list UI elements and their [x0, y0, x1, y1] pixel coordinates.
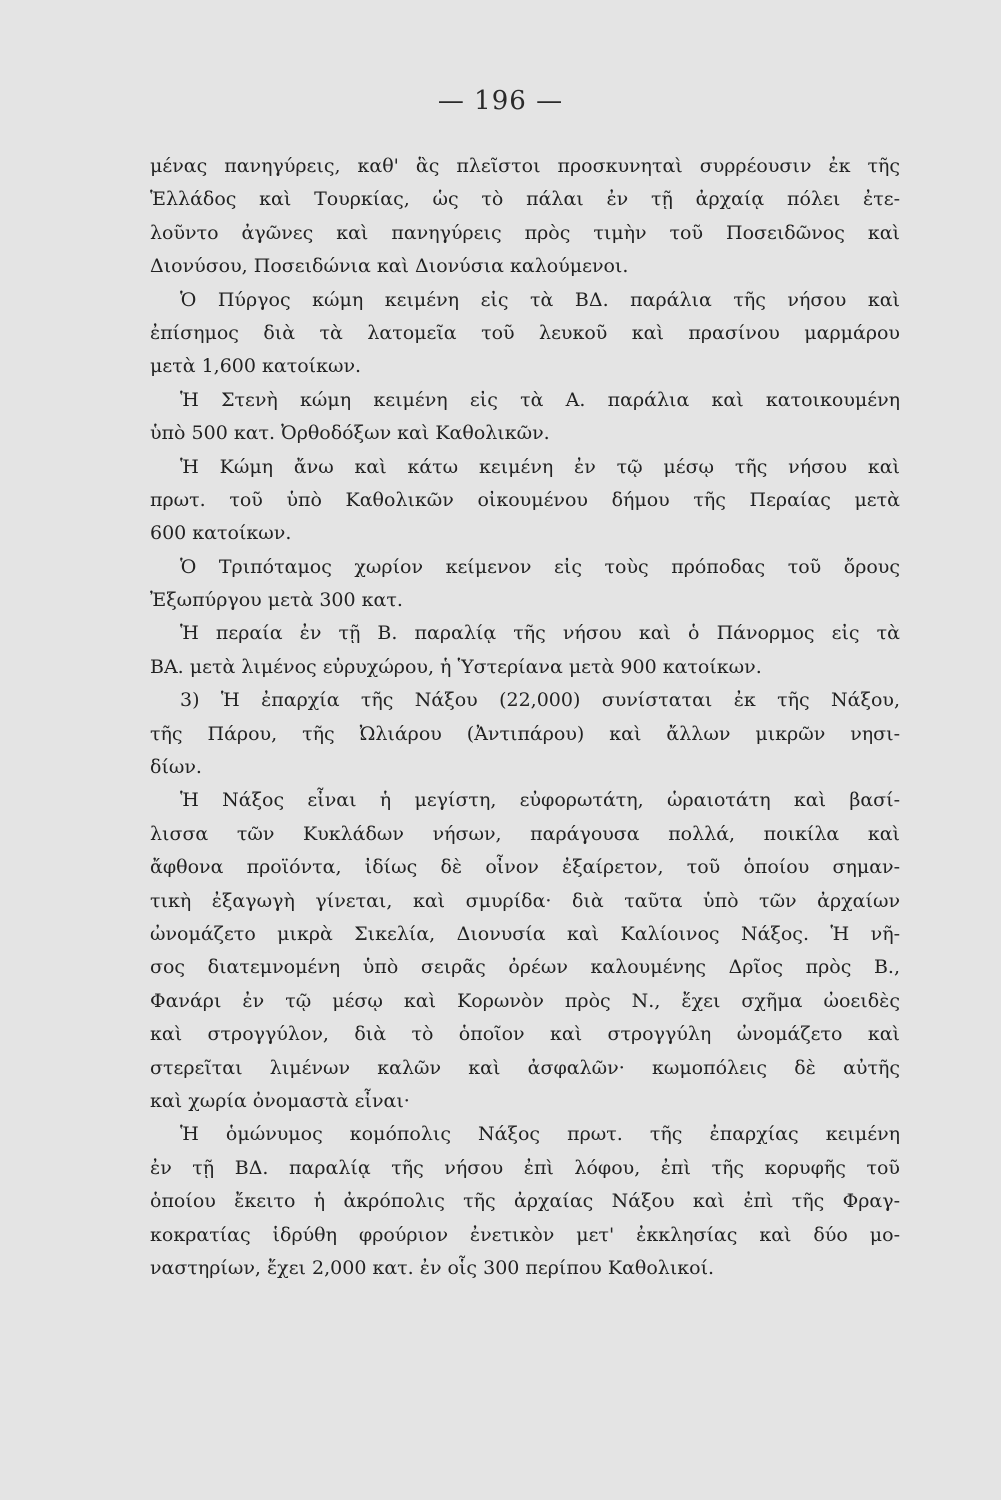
text-line: μετὰ 1,600 κατοίκων. — [150, 355, 362, 378]
text-line: ὁποίου ἔκειτο ἡ ἀκρόπολις τῆς ἀρχαίας Νάξου καὶ ἐπὶ τῆς Φραγ- — [150, 1190, 900, 1213]
text-line: λισσα τῶν Κυκλάδων νήσων, παράγουσα πολλά, ποικίλα καὶ — [150, 822, 900, 845]
text-line: μένας πανηγύρεις, καθ' ἃς πλεῖστοι προσκυνηταὶ συρρέουσιν ἐκ τῆς — [150, 155, 900, 177]
text-line: Ἐξωπύργου μετὰ 300 κατ. — [150, 589, 403, 612]
text-line: Ἡ περαία ἐν τῇ Β. παραλίᾳ τῆς νήσου καὶ ὁ Πάνορμος εἰς τὰ — [180, 622, 900, 645]
text-line: Ἑλλάδος καὶ Τουρκίας, ὡς τὸ πάλαι ἐν τῇ ἀρχαίᾳ πόλει ἐτε- — [150, 188, 900, 211]
text-line: Ὁ Τριπόταμος χωρίον κείμενον εἰς τοὺς πρόποδας τοῦ ὄρους — [180, 555, 900, 578]
text-line: τῆς Πάρου, τῆς Ὠλιάρου (Ἀντιπάρου) καὶ ἄλλων μικρῶν νησι- — [150, 722, 900, 745]
text-line: λοῦντο ἀγῶνες καὶ πανηγύρεις πρὸς τιμὴν τοῦ Ποσειδῶνος καὶ — [150, 221, 900, 244]
text-line: ναστηρίων, ἔχει 2,000 κατ. ἐν οἷς 300 περίπου Καθολικοί. — [150, 1256, 715, 1279]
text-line: Ἡ Στενὴ κώμη κειμένη εἰς τὰ Α. παράλια καὶ κατοικουμένη — [180, 388, 900, 411]
text-line: καὶ χωρία ὀνομαστὰ εἶναι· — [150, 1089, 410, 1112]
text-line: Ὁ Πύργος κώμη κειμένη εἰς τὰ ΒΔ. παράλια τῆς νήσου καὶ — [180, 288, 900, 311]
text-line: 600 κατοίκων. — [150, 522, 292, 545]
text-line: Ἡ ὁμώνυμος κομόπολις Νάξος πρωτ. τῆς ἐπαρχίας κειμένη — [180, 1123, 900, 1146]
text-line: καὶ στρογγύλον, διὰ τὸ ὁποῖον καὶ στρογγύλη ὠνομάζετο καὶ — [150, 1023, 900, 1046]
text-line: Ἡ Κώμη ἄνω καὶ κάτω κειμένη ἐν τῷ μέσῳ τῆς νήσου καὶ — [180, 455, 900, 478]
text-line: ἐπίσημος διὰ τὰ λατομεῖα τοῦ λευκοῦ καὶ πρασίνου μαρμάρου — [150, 321, 900, 344]
text-line: ἄφθονα προϊόντα, ἰδίως δὲ οἶνον ἐξαίρετον, τοῦ ὁποίου σημαν- — [150, 856, 900, 879]
body-text — [150, 150, 900, 1285]
text-line: Ἡ Νάξος εἶναι ἡ μεγίστη, εὐφορωτάτη, ὡραιοτάτη καὶ βασί- — [180, 789, 900, 812]
text-line: κοκρατίας ἱδρύθη φρούριον ἐνετικὸν μετ' ἐκκλησίας καὶ δύο μο- — [150, 1223, 900, 1246]
text-line: δίων. — [150, 756, 202, 779]
page-number: — 196 — — [437, 86, 564, 116]
text-line: Φανάρι ἐν τῷ μέσῳ καὶ Κορωνὸν πρὸς Ν., ἔχει σχῆμα ὠοειδὲς — [150, 989, 900, 1012]
text-line: πρωτ. τοῦ ὑπὸ Καθολικῶν οἰκουμένου δήμου τῆς Περαίας μετὰ — [150, 488, 900, 511]
text-line: ὑπὸ 500 κατ. Ὀρθοδόξων καὶ Καθολικῶν. — [150, 422, 550, 445]
text-line: Διονύσου, Ποσειδώνια καὶ Διονύσια καλούμενοι. — [150, 255, 629, 278]
text-line: τικὴ ἐξαγωγὴ γίνεται, καὶ σμυρίδα· διὰ ταῦτα ὑπὸ τῶν ἀρχαίων — [150, 889, 900, 912]
text-line: ΒΑ. μετὰ λιμένος εὐρυχώρου, ἡ Ὑστερίανα μετὰ 900 κατοίκων. — [150, 655, 762, 678]
text-line: 3) Ἡ ἐπαρχία τῆς Νάξου (22,000) συνίσταται ἐκ τῆς Νάξου, — [180, 689, 900, 712]
text-line: στερεῖται λιμένων καλῶν καὶ ἀσφαλῶν· κωμοπόλεις δὲ αὐτῆς — [150, 1056, 900, 1079]
text-line: σος διατεμνομένη ὑπὸ σειρᾶς ὀρέων καλουμένης Δρῖος πρὸς Β., — [150, 956, 900, 979]
text-line: ὠνομάζετο μικρὰ Σικελία, Διονυσία καὶ Καλίοινος Νάξος. Ἡ νῆ- — [150, 922, 900, 945]
text-line: ἐν τῇ ΒΔ. παραλίᾳ τῆς νήσου ἐπὶ λόφου, ἐπὶ τῆς κορυφῆς τοῦ — [150, 1156, 900, 1179]
